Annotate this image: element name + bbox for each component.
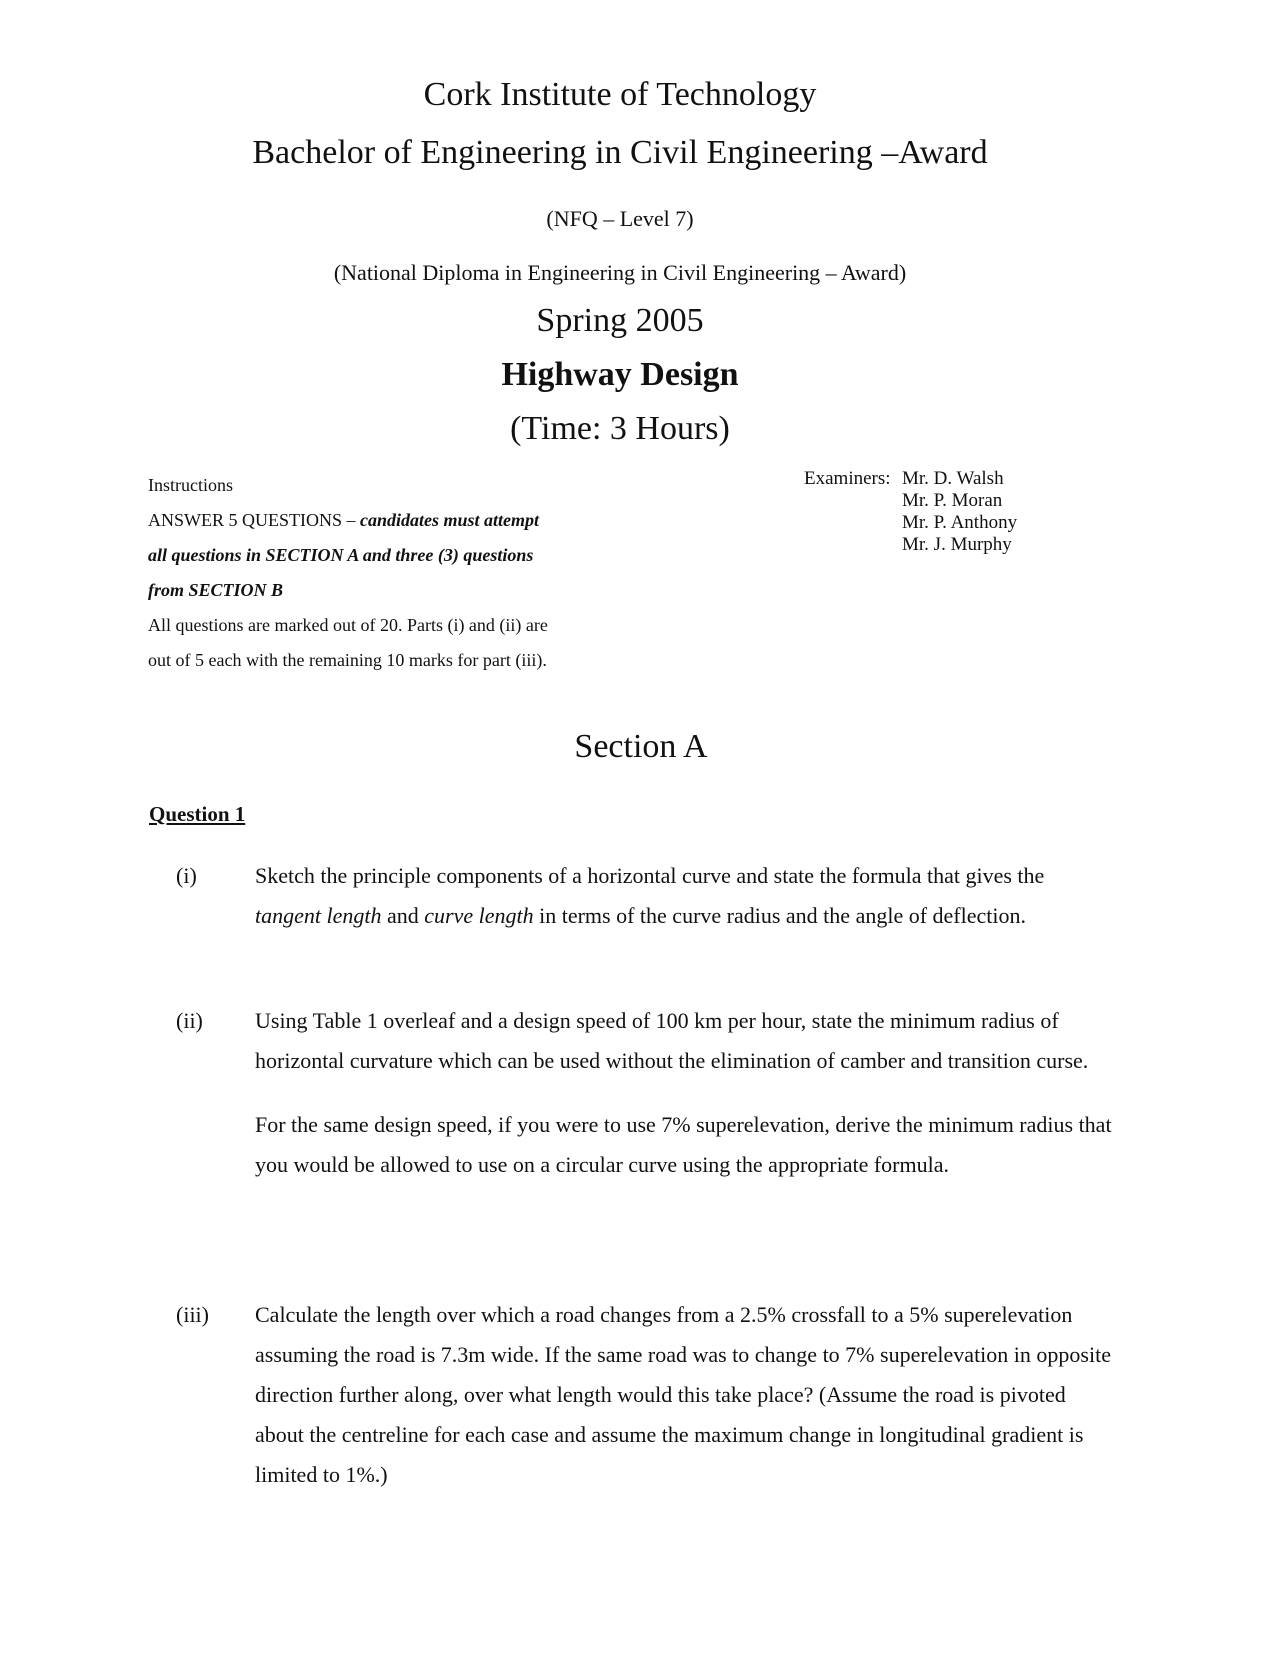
part-paragraph: Using Table 1 overleaf and a design speed of 100 km per hour, state the minimum radius of horizontal curvature which can be used without the elimination of camber and transition curse. xyxy=(255,1008,1089,1073)
national-diploma: (National Diploma in Engineering in Civil Engineering – Award) xyxy=(333,260,907,285)
instructions-line-3: from SECTION B xyxy=(148,580,284,600)
examiner-name: Mr. D. Walsh xyxy=(902,468,1004,489)
part-text xyxy=(255,1001,1115,1185)
examiner-name: Mr. J. Murphy xyxy=(902,534,1012,555)
part-text-segment: and xyxy=(381,903,425,928)
question-part-ii xyxy=(149,1001,1149,1185)
instructions-line-2: all questions in SECTION A and three (3) questions xyxy=(148,545,534,565)
question-part-iii xyxy=(149,1295,1149,1495)
examiners-label: Examiners: xyxy=(804,468,891,489)
question-part-i xyxy=(149,856,1149,936)
examiner-names xyxy=(902,468,1017,556)
section-a-title: Section A xyxy=(574,728,708,765)
part-text xyxy=(255,856,1115,936)
question-1-heading: Question 1 xyxy=(149,802,246,826)
exam-session: Spring 2005 xyxy=(536,302,704,339)
part-text-segment: in terms of the curve radius and the angle of deflection. xyxy=(533,903,1026,928)
examiner-name: Mr. P. Moran xyxy=(902,490,1003,511)
part-number: (ii) xyxy=(176,1008,203,1033)
marks-line-1: All questions are marked out of 20. Parts (i) and (ii) are xyxy=(148,615,548,635)
examiner-name: Mr. P. Anthony xyxy=(902,512,1018,533)
instructions-line-1 xyxy=(148,503,608,538)
degree-title: Bachelor of Engineering in Civil Engineering –Award xyxy=(252,134,988,171)
subject-title: Highway Design xyxy=(501,356,739,393)
marks-line-2: out of 5 each with the remaining 10 marks for part (iii). xyxy=(148,650,547,670)
attempt-rule-text: candidates must attempt xyxy=(360,510,540,530)
instructions-heading: Instructions xyxy=(148,475,233,495)
part-text-segment: Sketch the principle components of a horizontal curve and state the formula that gives the xyxy=(255,863,1045,888)
part-paragraph: For the same design speed, if you were to use 7% superelevation, derive the minimum radius that you would be allowed to use on a circular curve using the appropriate formula. xyxy=(255,1112,1112,1177)
instructions-block xyxy=(148,468,608,678)
part-paragraph: Calculate the length over which a road changes from a 2.5% crossfall to a 5% superelevation assuming the road is 7.3m wide. If the same road was to change to 7% superelevation in opposite direction further along, over what length would this take place? (Assume the road is pivoted about the centreline for each case and assume the maximum change in longitudinal gradient is limited to 1%.) xyxy=(255,1302,1111,1487)
tangent-length-term: tangent length xyxy=(255,903,382,928)
curve-length-term: curve length xyxy=(424,903,534,928)
part-number: (i) xyxy=(176,863,197,888)
nfq-level: (NFQ – Level 7) xyxy=(546,206,694,231)
answer-count-text: ANSWER 5 QUESTIONS – xyxy=(148,510,361,530)
institution-title: Cork Institute of Technology xyxy=(423,76,817,113)
part-text xyxy=(255,1295,1115,1495)
exam-duration: (Time: 3 Hours) xyxy=(510,410,730,447)
part-number: (iii) xyxy=(176,1302,209,1327)
